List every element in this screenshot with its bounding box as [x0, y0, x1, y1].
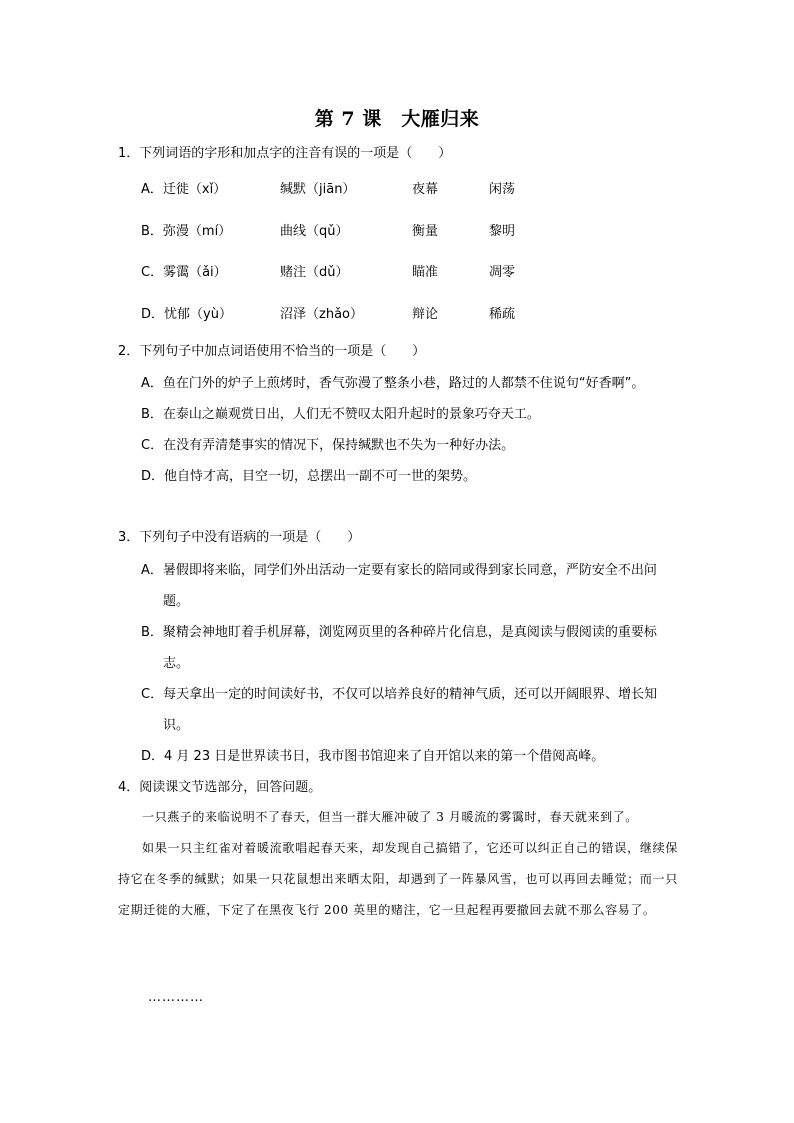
option-cell: C．雾霭（ǎi）	[141, 265, 227, 280]
passage-paragraph: 一只燕子的来临说明不了春天，但当一群大雁冲破了 3 月暖流的雾霭时，春天就来到了。	[142, 810, 638, 824]
option-cell: 曲线（qǔ）	[280, 224, 349, 239]
question-3-options	[141, 555, 676, 772]
option-cell: 瞄准	[412, 265, 439, 280]
reading-passage	[118, 802, 678, 926]
question-1-option-a	[141, 182, 701, 198]
option-cell: 辩论	[412, 307, 439, 322]
question-3-stem: 3．下列句子中没有语病的一项是（ ）	[118, 530, 361, 545]
option-cell: 缄默（jiān）	[280, 182, 356, 197]
question-1-option-c	[141, 265, 701, 281]
option-cell: D．忧郁（yù）	[141, 307, 232, 322]
passage-paragraph: 如果一只主红雀对着暖流歌唱起春天来，却发现自己搞错了，它还可以纠正自己的错误，继续保持它在冬季的缄默；如果一只花鼠想出来晒太阳，却遇到了一阵暴风雪，也可以再回去睡觉；而一只定期迁徙的大雁，下定了在黑夜飞行 200 英里的赌注，它一旦起程再要撤回去就不那么容易了。	[118, 841, 678, 917]
option-cell: 稀疏	[489, 307, 516, 322]
option-cell: 黎明	[489, 224, 516, 239]
option-cell: 赌注（dǔ）	[280, 265, 349, 280]
question-3-option-c: C．每天拿出一定的时间读好书，不仅可以培养良好的精神气质，还可以开阔眼界、增长知识。	[141, 687, 658, 733]
question-1-option-b	[141, 224, 701, 240]
option-cell: 夜幕	[412, 182, 439, 197]
question-2-option-a: A．鱼在门外的炉子上煎烤时，香气弥漫了整条小巷，路过的人都禁不住说句“好香啊”。	[141, 376, 645, 391]
question-4-stem: 4．阅读课文节选部分，回答问题。	[118, 780, 322, 795]
question-2-option-d: D．他自恃才高，目空一切，总摆出一副不可一世的架势。	[141, 469, 477, 484]
question-2-stem: 2．下列句子中加点词语使用不恰当的一项是（ ）	[118, 344, 426, 359]
question-2-option-c: C．在没有弄清楚事实的情况下，保持缄默也不失为一种好办法。	[141, 438, 515, 453]
question-3-option-b: B．聚精会神地盯着手机屏幕，浏览网页里的各种碎片化信息，是真阅读与假阅读的重要标志。	[141, 625, 657, 671]
question-2-option-b: B．在泰山之巅观赏日出，人们无不赞叹太阳升起时的景象巧夺天工。	[141, 407, 540, 422]
question-2-options	[141, 368, 676, 492]
question-3-option-a: A．暑假即将来临，同学们外出活动一定要有家长的陪同或得到家长同意，严防安全不出问题。	[141, 563, 657, 609]
option-cell: 闲荡	[489, 182, 516, 197]
option-cell: 沼泽（zhǎo）	[280, 307, 363, 322]
option-cell: 凋零	[489, 265, 516, 280]
option-cell: B．弥漫（mí）	[141, 224, 232, 239]
question-1-option-d	[141, 307, 701, 323]
option-cell: 衡量	[412, 224, 439, 239]
question-3-option-d: D．4 月 23 日是世界读书日，我市图书馆迎来了自开馆以来的第一个借阅高峰。	[141, 749, 605, 764]
option-cell: A．迁徙（xǐ）	[141, 182, 227, 197]
passage-ellipsis: …………	[148, 990, 204, 1005]
question-1-stem: 1．下列词语的字形和加点字的注音有误的一项是（ ）	[118, 146, 452, 161]
page-title: 第 7 课 大雁归来	[314, 108, 480, 130]
